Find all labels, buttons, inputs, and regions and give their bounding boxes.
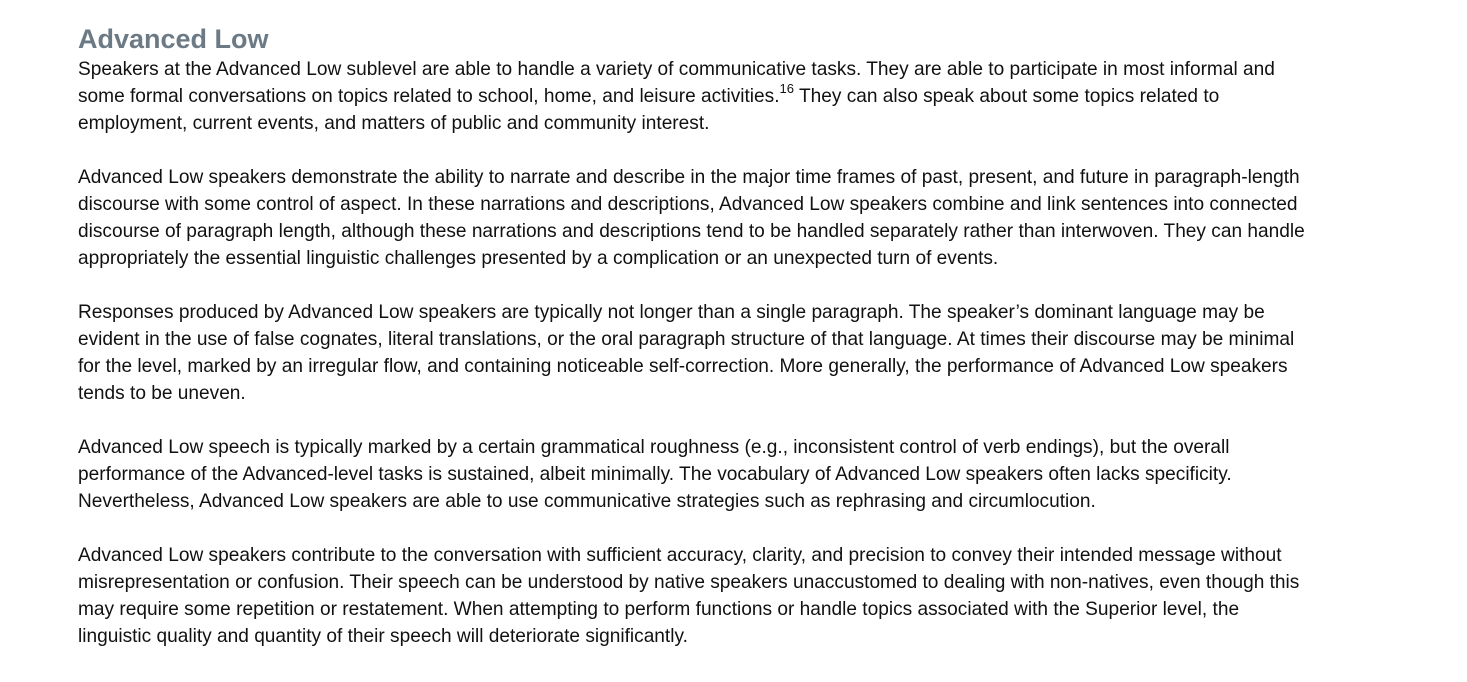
paragraph-line: appropriately the essential linguistic challenges presented by a complication or an unexpected turn of events.: [78, 248, 999, 269]
paragraph-line: may require some repetition or restatement. When attempting to perform functions or handle topics associated with the Superior level, the: [78, 599, 1240, 620]
footnote-reference[interactable]: 16: [779, 80, 794, 96]
paragraph-2: [78, 164, 1440, 272]
paragraph-line: for the level, marked by an irregular flow, and containing noticeable self-correction. More generally, the performance of Advanced Low speakers: [78, 356, 1288, 377]
section-heading: Advanced Low: [78, 24, 269, 54]
paragraph-line: Advanced Low speakers contribute to the conversation with sufficient accuracy, clarity, and precision to convey their intended message without: [78, 545, 1282, 566]
paragraph-1: [78, 56, 1440, 137]
paragraph-line: employment, current events, and matters of public and community interest.: [78, 113, 710, 134]
paragraph-line: discourse with some control of aspect. In these narrations and descriptions, Advanced Low speakers combine and link sentences into connected: [78, 194, 1298, 215]
paragraph-4: [78, 434, 1440, 515]
paragraph-line: Speakers at the Advanced Low sublevel are able to handle a variety of communicative tasks. They are able to participate in most informal and: [78, 59, 1275, 80]
paragraph-line: Advanced Low speech is typically marked by a certain grammatical roughness (e.g., inconsistent control of verb endings), but the overall: [78, 437, 1230, 458]
paragraph-line: tends to be uneven.: [78, 383, 246, 404]
paragraph-line: performance of the Advanced-level tasks is sustained, albeit minimally. The vocabulary of Advanced Low speakers often lacks specificity.: [78, 464, 1232, 485]
paragraph-line: Responses produced by Advanced Low speakers are typically not longer than a single paragraph. The speaker’s dominant language may be: [78, 302, 1265, 323]
paragraph-3: [78, 299, 1440, 407]
paragraph-line: discourse of paragraph length, although these narrations and descriptions tend to be handled separately rather than interwoven. They can handle: [78, 221, 1305, 242]
document-body: [78, 24, 1440, 677]
paragraph-line: misrepresentation or confusion. Their speech can be understood by native speakers unaccustomed to dealing with non-natives, even though this: [78, 572, 1300, 593]
paragraph-line: evident in the use of false cognates, literal translations, or the oral paragraph structure of that language. At times their discourse may be minimal: [78, 329, 1295, 350]
paragraph-5: [78, 542, 1440, 650]
paragraph-line: Advanced Low speakers demonstrate the ability to narrate and describe in the major time frames of past, present, and future in paragraph-length: [78, 167, 1300, 188]
paragraph-line: Nevertheless, Advanced Low speakers are able to use communicative strategies such as rephrasing and circumlocution.: [78, 491, 1096, 512]
paragraph-line: some formal conversations on topics related to school, home, and leisure activities.$^{16}$ They can also speak about some topics related to: [78, 80, 1220, 107]
paragraph-line: linguistic quality and quantity of their speech will deteriorate significantly.: [78, 626, 688, 647]
